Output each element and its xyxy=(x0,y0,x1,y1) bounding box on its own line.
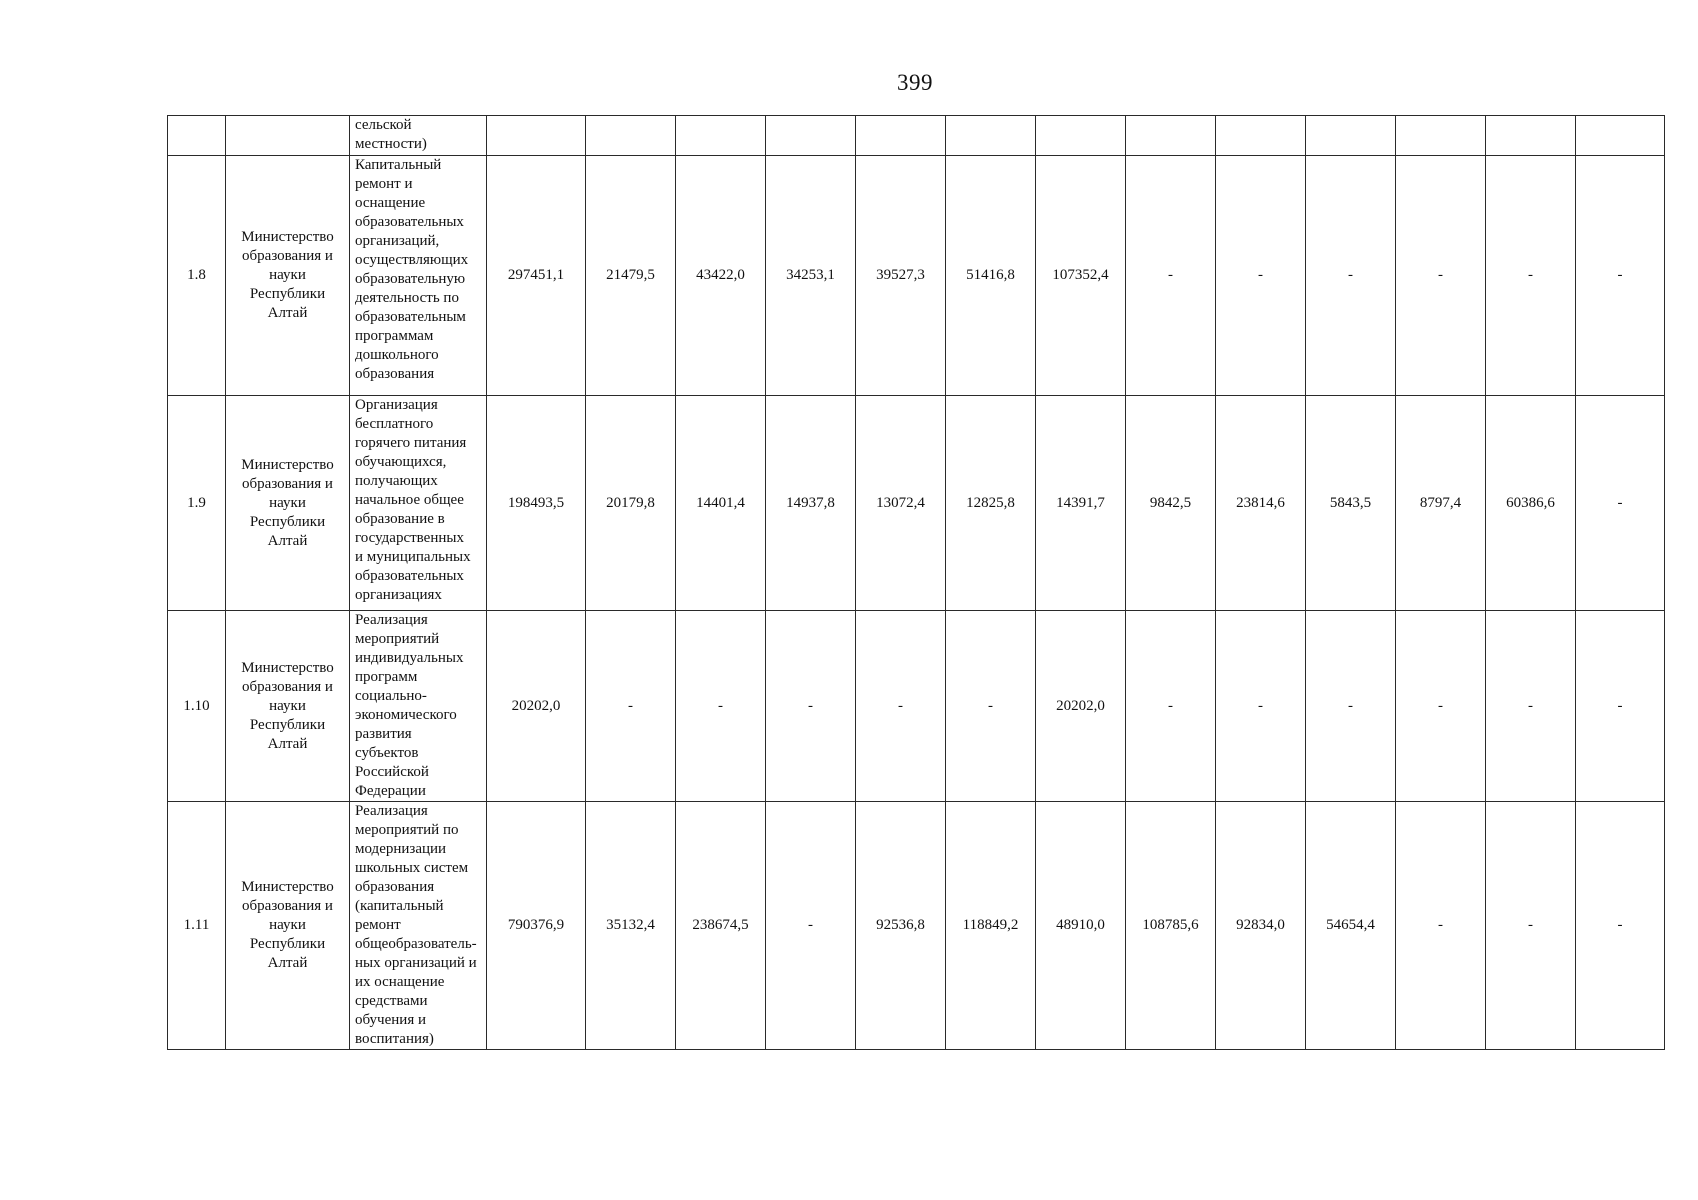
cell-value: 14401,4 xyxy=(676,396,766,611)
cell-value: 8797,4 xyxy=(1396,396,1486,611)
cell-value xyxy=(676,116,766,156)
cell-value xyxy=(586,116,676,156)
cell-value: - xyxy=(586,611,676,802)
cell-organization: Министерство образования и науки Республики Алтай xyxy=(226,396,350,611)
cell-organization: Министерство образования и науки Республики Алтай xyxy=(226,802,350,1050)
cell-value: 60386,6 xyxy=(1486,396,1576,611)
cell-value: 23814,6 xyxy=(1216,396,1306,611)
cell-value: 238674,5 xyxy=(676,802,766,1050)
cell-value: 107352,4 xyxy=(1036,156,1126,396)
cell-value xyxy=(1306,116,1396,156)
cell-value: 5843,5 xyxy=(1306,396,1396,611)
cell-value xyxy=(1486,116,1576,156)
cell-value: 35132,4 xyxy=(586,802,676,1050)
cell-value xyxy=(946,116,1036,156)
cell-value: - xyxy=(1396,802,1486,1050)
cell-value: 92834,0 xyxy=(1216,802,1306,1050)
table-row xyxy=(168,156,1665,396)
cell-value: - xyxy=(1126,156,1216,396)
table-row-continuation xyxy=(168,116,1665,156)
cell-value xyxy=(1126,116,1216,156)
cell-number: 1.10 xyxy=(168,611,226,802)
cell-value: 790376,9 xyxy=(487,802,586,1050)
cell-value xyxy=(1576,116,1665,156)
table-row xyxy=(168,802,1665,1050)
table-row xyxy=(168,396,1665,611)
cell-organization: Министерство образования и науки Республики Алтай xyxy=(226,611,350,802)
cell-value: - xyxy=(1216,611,1306,802)
cell-number: 1.8 xyxy=(168,156,226,396)
cell-value: - xyxy=(1486,802,1576,1050)
cell-organization: Министерство образования и науки Республики Алтай xyxy=(226,156,350,396)
cell-value: 51416,8 xyxy=(946,156,1036,396)
cell-value: 297451,1 xyxy=(487,156,586,396)
page-number: 399 xyxy=(897,70,933,95)
cell-value: 12825,8 xyxy=(946,396,1036,611)
cell-value: 43422,0 xyxy=(676,156,766,396)
cell-value xyxy=(487,116,586,156)
cell-value xyxy=(856,116,946,156)
cell-value: 118849,2 xyxy=(946,802,1036,1050)
cell-value: - xyxy=(1486,611,1576,802)
cell-value: 13072,4 xyxy=(856,396,946,611)
cell-value: - xyxy=(676,611,766,802)
cell-number: 1.9 xyxy=(168,396,226,611)
cell-value xyxy=(1036,116,1126,156)
cell-value: 198493,5 xyxy=(487,396,586,611)
table-row xyxy=(168,611,1665,802)
cell-value: 92536,8 xyxy=(856,802,946,1050)
cell-value: 34253,1 xyxy=(766,156,856,396)
cell-description: Организация бесплатного горячего питания обучающихся, получающих начальное общее образование в государственных и муниципальных образовательных организациях xyxy=(350,396,487,611)
cell-value xyxy=(1396,116,1486,156)
cell-number: 1.11 xyxy=(168,802,226,1050)
cell-value: 14391,7 xyxy=(1036,396,1126,611)
cell-value: - xyxy=(1486,156,1576,396)
cell-description: Капитальный ремонт и оснащение образовательных организаций, осуществляющих образовательную деятельность по образовательным программам дошкольного образования xyxy=(350,156,487,396)
cell-value: - xyxy=(1306,156,1396,396)
cell-organization xyxy=(226,116,350,156)
cell-value: - xyxy=(1396,156,1486,396)
cell-value: - xyxy=(1576,611,1665,802)
cell-description: сельской местности) xyxy=(350,116,487,156)
cell-value: - xyxy=(766,802,856,1050)
cell-number xyxy=(168,116,226,156)
cell-value: 9842,5 xyxy=(1126,396,1216,611)
cell-description: Реализация мероприятий индивидуальных программ социально- экономического развития субъектов Российской Федерации xyxy=(350,611,487,802)
cell-value: 20202,0 xyxy=(487,611,586,802)
cell-value: 14937,8 xyxy=(766,396,856,611)
cell-value: - xyxy=(1216,156,1306,396)
cell-value xyxy=(1216,116,1306,156)
cell-value: 54654,4 xyxy=(1306,802,1396,1050)
cell-value: - xyxy=(1126,611,1216,802)
cell-value: - xyxy=(946,611,1036,802)
cell-value: 108785,6 xyxy=(1126,802,1216,1050)
cell-value: 20179,8 xyxy=(586,396,676,611)
cell-value: - xyxy=(1576,802,1665,1050)
cell-value: 48910,0 xyxy=(1036,802,1126,1050)
cell-value: - xyxy=(1306,611,1396,802)
cell-value: - xyxy=(1576,156,1665,396)
cell-value: 20202,0 xyxy=(1036,611,1126,802)
cell-value: 21479,5 xyxy=(586,156,676,396)
cell-value: - xyxy=(1396,611,1486,802)
cell-value: - xyxy=(1576,396,1665,611)
cell-value: 39527,3 xyxy=(856,156,946,396)
cell-value xyxy=(766,116,856,156)
budget-table xyxy=(167,115,1665,1050)
cell-value: - xyxy=(766,611,856,802)
cell-value: - xyxy=(856,611,946,802)
cell-description: Реализация мероприятий по модернизации школьных систем образования (капитальный ремонт общеобразователь- ных организаций и их оснащение средствами обучения и воспитания) xyxy=(350,802,487,1050)
